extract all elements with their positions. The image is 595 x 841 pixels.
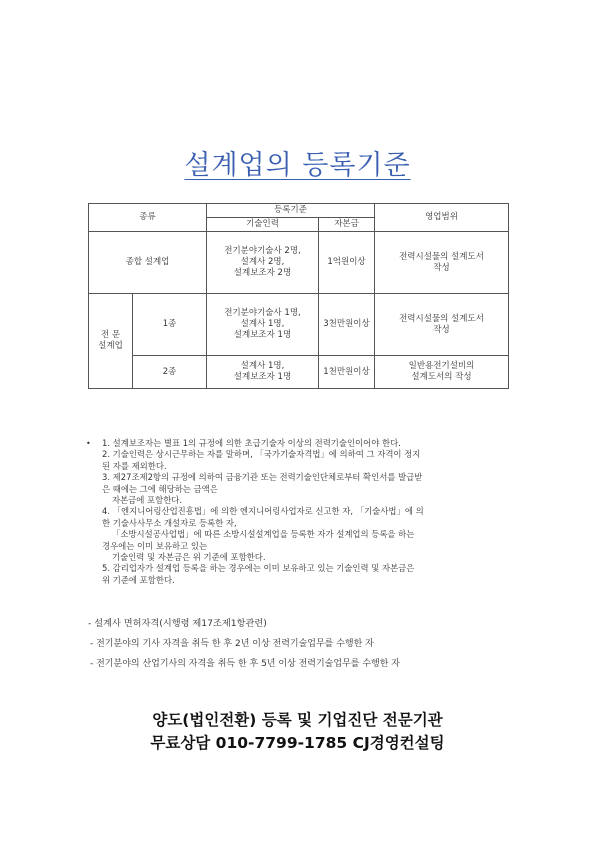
note-line: 은 때에는 그에 해당하는 금액은 <box>102 483 218 494</box>
note-line: 경우에는 이미 보유하고 있는 <box>102 540 208 551</box>
general-tech <box>207 232 319 294</box>
header-capital: 자본금 <box>319 218 375 232</box>
class2-scope-line: 설계도서의 작성 <box>411 372 472 383</box>
exemption-section <box>88 614 528 674</box>
general-capital: 1억원이상 <box>319 232 375 294</box>
class2-scope-line: 일반용전기설비의 <box>408 361 475 372</box>
header-criteria: 등록기준 <box>207 204 375 218</box>
class1-capital: 3천만원이상 <box>319 294 375 356</box>
note-line: 2. 기술인력은 상시근무하는 자를 말하며, 「국가기술자격법」에 의하여 그 자격이 정지 <box>102 449 421 460</box>
general-scope <box>375 232 509 294</box>
note-line: 자본금에 포함한다. <box>112 495 183 506</box>
class1-scope-line: 전력시설물의 설계도서 <box>399 313 484 324</box>
general-tech-line: 설계보조자 2명 <box>233 268 292 279</box>
notes-block <box>86 438 522 586</box>
class2-scope <box>375 356 509 389</box>
note-line: 위 기준에 포함한다. <box>102 574 175 585</box>
class1-tech-line: 전기분야기술사 1명, <box>224 308 301 319</box>
specialist-label-line: 전 문 <box>100 330 121 341</box>
header-tech: 기술인력 <box>207 218 319 232</box>
note-line: 「소방시설공사업법」에 따른 소방시설설계업을 등록한 자가 설계업의 등록을 하는 <box>112 529 415 540</box>
footer-headline: 양도(법인전환) 등록 및 기업진단 전문기관 <box>152 711 443 729</box>
class1-tech <box>207 294 319 356</box>
note-line: 5. 감리업자가 설계업 등록을 하는 경우에는 이미 보유하고 있는 기술인력 및 자본금은 <box>102 563 415 574</box>
note-line: 한 기술사사무소 개설자로 등록한 자, <box>102 517 237 528</box>
exemption-item: - 전기분야의 산업기사의 자격을 취득 한 후 5년 이상 전력기술업무를 수행한 자 <box>90 659 400 669</box>
class1-tech-line: 설계보조자 1명 <box>233 330 292 341</box>
header-scope: 영업범위 <box>375 204 509 232</box>
general-tech-line: 전기분야기술사 2명, <box>224 246 301 257</box>
general-scope-line: 전력시설물의 설계도서 <box>399 251 484 262</box>
specialist-label <box>89 294 133 389</box>
class2-capital: 1천만원이상 <box>319 356 375 389</box>
note-line: 기술인력 및 자본금은 위 기준에 포함한다. <box>112 552 266 563</box>
class1-scope <box>375 294 509 356</box>
note-line: 4. 「엔지니어링산업진흥법」에 의한 엔지니어링사업자로 신고한 자, 「기술사법」에 의 <box>102 506 424 517</box>
exemption-item: - 전기분야의 기사 자격을 취득 한 후 2년 이상 전력기술업무를 수행한 자 <box>90 639 374 649</box>
note-line: 1. 설계보조자는 별표 1의 규정에 의한 초급기술자 이상의 전력기술인이어야 한다. <box>102 438 401 448</box>
header-type: 종류 <box>89 204 207 232</box>
specialist-label-line: 설계업 <box>98 341 123 352</box>
class2-tech-line: 설계사 1명, <box>240 361 285 372</box>
class1-scope-line: 작성 <box>433 324 450 335</box>
class1-name: 1종 <box>133 294 207 356</box>
general-tech-line: 설계사 2명, <box>240 257 285 268</box>
general-name: 종합 설계업 <box>89 232 207 294</box>
class2-tech-line: 설계보조자 1명 <box>233 372 292 383</box>
class2-name: 2종 <box>133 356 207 389</box>
exemption-heading: - 설계사 면허자격(시행령 제17조제1항관련) <box>88 618 267 629</box>
page-title: 설계업의 등록기준 <box>184 150 411 181</box>
note-line: 3. 제27조제2항의 규정에 의하여 금융기관 또는 전력기술인단체로부터 확인서를 발급받 <box>102 472 423 483</box>
class2-tech <box>207 356 319 389</box>
registration-criteria-table <box>88 203 509 389</box>
footer-contact: 무료상담 010-7799-1785 CJ경영컨설팅 <box>150 734 445 752</box>
general-scope-line: 작성 <box>433 262 450 273</box>
class1-tech-line: 설계사 1명, <box>240 319 285 330</box>
bullet-icon: • <box>86 439 91 448</box>
note-line: 된 자를 제외한다. <box>102 460 167 471</box>
